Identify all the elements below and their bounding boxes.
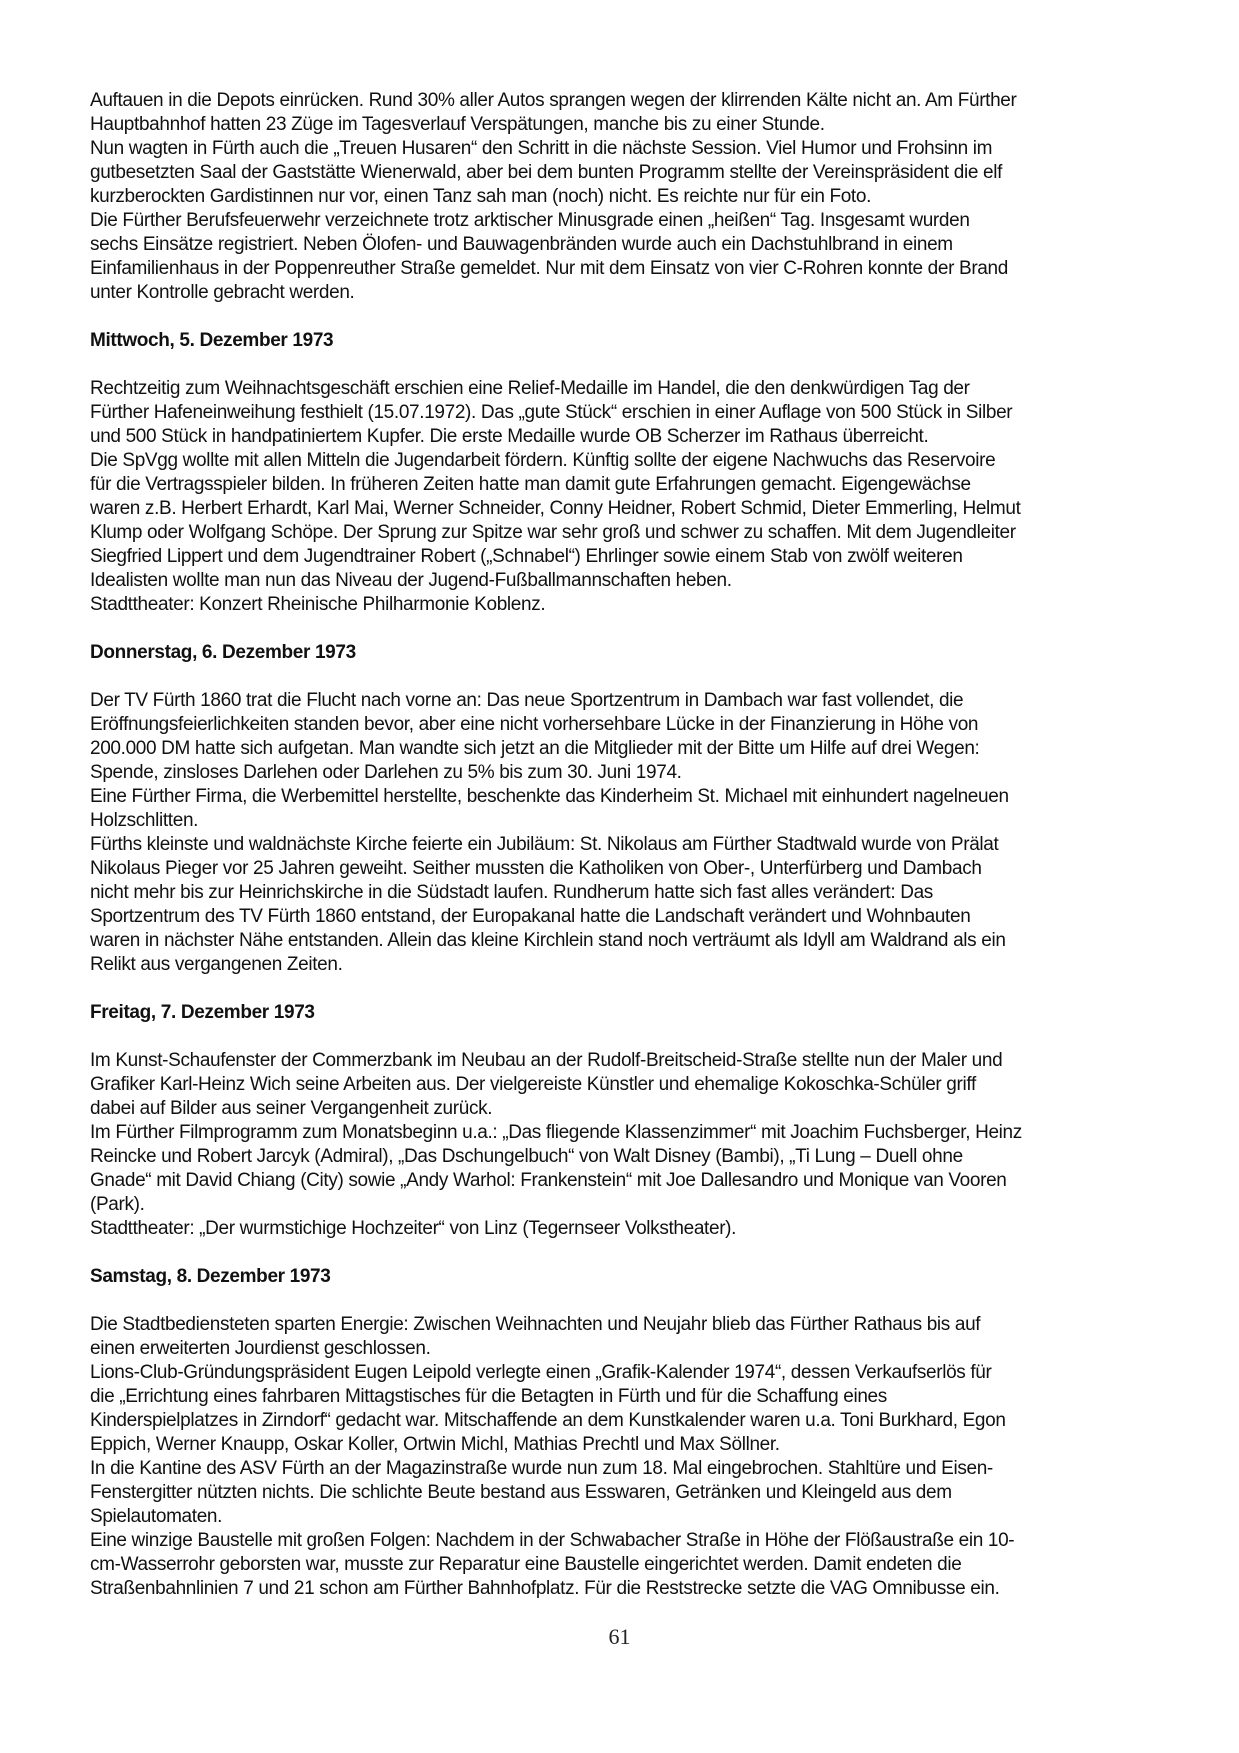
text-line: und 500 Stück in handpatiniertem Kupfer. Die erste Medaille wurde OB Scherzer im Rathaus überreicht.: [90, 426, 929, 447]
text-line: Relikt aus vergangenen Zeiten.: [90, 954, 343, 975]
text-line: Eine winzige Baustelle mit großen Folgen: Nachdem in der Schwabacher Straße in Höhe der Flößaustraße ein 10-: [90, 1530, 1015, 1551]
text-line: nicht mehr bis zur Heinrichskirche in die Südstadt laufen. Rundherum hatte sich fast alles verändert: Das: [90, 882, 933, 903]
section-heading: Freitag, 7. Dezember 1973: [90, 1002, 315, 1023]
text-line: Lions-Club-Gründungspräsident Eugen Leipold verlegte einen „Grafik-Kalender 1974“, dessen Verkaufserlös für: [90, 1362, 992, 1383]
spacer: [90, 353, 1170, 377]
page-number: 61: [608, 1624, 631, 1649]
section-samstag: [90, 1241, 1170, 1601]
text-line: dabei auf Bilder aus seiner Vergangenheit zurück.: [90, 1098, 493, 1119]
text-line: Eröffnungsfeierlichkeiten standen bevor, aber eine nicht vorhersehbare Lücke in der Finanzierung in Höhe von: [90, 714, 979, 735]
spacer: [90, 1025, 1170, 1049]
text-line: Eppich, Werner Knaupp, Oskar Koller, Ortwin Michl, Mathias Prechtl und Max Söllner.: [90, 1434, 780, 1455]
spacer: [90, 617, 1170, 641]
text-line: Kinderspielplatzes in Zirndorf“ gedacht war. Mitschaffende an dem Kunstkalender waren u.a. Toni Burkhard, Egon: [90, 1410, 1006, 1431]
text-line: kurzberockten Gardistinnen nur vor, einen Tanz sah man (noch) nicht. Es reichte nur für ein Foto.: [90, 186, 872, 207]
text-line: Stadttheater: Konzert Rheinische Philharmonie Koblenz.: [90, 594, 546, 615]
text-line: Nun wagten in Fürth auch die „Treuen Husaren“ den Schritt in die nächste Session. Viel Humor und Frohsinn im: [90, 138, 993, 159]
text-line: Sportzentrum des TV Fürth 1860 entstand, der Europakanal hatte die Landschaft verändert und Wohnbauten: [90, 906, 971, 927]
text-line: für die Vertragsspieler bilden. In früheren Zeiten hatte man damit gute Erfahrungen gemacht. Eigengewächse: [90, 474, 971, 495]
text-line: Fürther Hafeneinweihung festhielt (15.07.1972). Das „gute Stück“ erschien in einer Auflage von 500 Stück in Silber: [90, 402, 1013, 423]
text-line: Einfamilienhaus in der Poppenreuther Straße gemeldet. Nur mit dem Einsatz von vier C-Rohren konnte der Brand: [90, 258, 1008, 279]
spacer: [90, 1241, 1170, 1265]
text-line: Nikolaus Pieger vor 25 Jahren geweiht. Seither mussten die Katholiken von Ober-, Unterfürberg und Dambach: [90, 858, 982, 879]
text-line: Eine Fürther Firma, die Werbemittel herstellte, beschenkte das Kinderheim St. Michael mit einhundert nagelneuen: [90, 786, 1009, 807]
section-heading: Samstag, 8. Dezember 1973: [90, 1266, 331, 1287]
document-page: [90, 89, 1170, 1601]
section-mittwoch: [90, 305, 1170, 617]
text-line: Idealisten wollte man nun das Niveau der Jugend-Fußballmannschaften heben.: [90, 570, 732, 591]
text-line: 200.000 DM hatte sich aufgetan. Man wandte sich jetzt an die Mitglieder mit der Bitte um Hilfe auf drei Wegen:: [90, 738, 980, 759]
text-line: Der TV Fürth 1860 trat die Flucht nach vorne an: Das neue Sportzentrum in Dambach war fast vollendet, die: [90, 690, 964, 711]
text-line: Stadttheater: „Der wurmstichige Hochzeiter“ von Linz (Tegernseer Volkstheater).: [90, 1218, 737, 1239]
text-line: Holzschlitten.: [90, 810, 199, 831]
section-donnerstag: [90, 617, 1170, 977]
text-line: unter Kontrolle gebracht werden.: [90, 282, 355, 303]
section-heading: Donnerstag, 6. Dezember 1973: [90, 642, 356, 663]
text-line: Die SpVgg wollte mit allen Mitteln die Jugendarbeit fördern. Künftig sollte der eigene Nachwuchs das Reservoire: [90, 450, 996, 471]
spacer: [90, 1289, 1170, 1313]
text-line: Die Fürther Berufsfeuerwehr verzeichnete trotz arktischer Minusgrade einen „heißen“ Tag. Insgesamt wurden: [90, 210, 970, 231]
intro-text: [90, 89, 1170, 305]
text-line: Siegfried Lippert und dem Jugendtrainer Robert („Schnabel“) Ehrlinger sowie einem Stab von zwölf weiteren: [90, 546, 963, 567]
text-line: Gnade“ mit David Chiang (City) sowie „Andy Warhol: Frankenstein“ mit Joe Dallesandro und Monique van Vooren: [90, 1170, 1007, 1191]
text-line: waren in nächster Nähe entstanden. Allein das kleine Kirchlein stand noch verträumt als Idyll am Waldrand als ein: [90, 930, 1006, 951]
text-line: waren z.B. Herbert Erhardt, Karl Mai, Werner Schneider, Conny Heidner, Robert Schmid, Dieter Emmerling, Helmut: [90, 498, 1021, 519]
spacer: [90, 977, 1170, 1001]
text-line: Fenstergitter nützten nichts. Die schlichte Beute bestand aus Esswaren, Getränken und Kleingeld aus dem: [90, 1482, 952, 1503]
text-line: Rechtzeitig zum Weihnachtsgeschäft erschien eine Relief-Medaille im Handel, die den denkwürdigen Tag der: [90, 378, 970, 399]
section-freitag: [90, 977, 1170, 1241]
text-line: In die Kantine des ASV Fürth an der Magazinstraße wurde nun zum 18. Mal eingebrochen. Stahltüre und Eisen-: [90, 1458, 993, 1479]
text-line: Im Kunst-Schaufenster der Commerzbank im Neubau an der Rudolf-Breitscheid-Straße stellte nun der Maler und: [90, 1050, 1003, 1071]
text-line: einen erweiterten Jourdienst geschlossen.: [90, 1338, 431, 1359]
text-line: Spielautomaten.: [90, 1506, 223, 1527]
text-line: Klump oder Wolfgang Schöpe. Der Sprung zur Spitze war sehr groß und schwer zu schaffen. Mit dem Jugendleiter: [90, 522, 1016, 543]
text-line: Grafiker Karl-Heinz Wich seine Arbeiten aus. Der vielgereiste Künstler und ehemalige Kokoschka-Schüler griff: [90, 1074, 976, 1095]
section-heading: Mittwoch, 5. Dezember 1973: [90, 330, 334, 351]
text-line: Spende, zinsloses Darlehen oder Darlehen zu 5% bis zum 30. Juni 1974.: [90, 762, 682, 783]
text-line: gutbesetzten Saal der Gaststätte Wienerwald, aber bei dem bunten Programm stellte der Vereinspräsident die elf: [90, 162, 1003, 183]
spacer: [90, 305, 1170, 329]
text-line: Auftauen in die Depots einrücken. Rund 30% aller Autos sprangen wegen der klirrenden Kälte nicht an. Am Fürther: [90, 90, 1017, 111]
spacer: [90, 665, 1170, 689]
text-line: die „Errichtung eines fahrbaren Mittagstisches für die Betagten in Fürth und für die Schaffung eines: [90, 1386, 887, 1407]
text-line: Im Fürther Filmprogramm zum Monatsbeginn u.a.: „Das fliegende Klassenzimmer“ mit Joachim Fuchsberger, Heinz: [90, 1122, 1022, 1143]
text-line: sechs Einsätze registriert. Neben Ölofen- und Bauwagenbränden wurde auch ein Dachstuhlbrand in einem: [90, 234, 953, 255]
text-line: cm-Wasserrohr geborsten war, musste zur Reparatur eine Baustelle eingerichtet werden. Damit endeten die: [90, 1554, 962, 1575]
text-line: Straßenbahnlinien 7 und 21 schon am Fürther Bahnhofplatz. Für die Reststrecke setzte die VAG Omnibusse ein.: [90, 1578, 1000, 1599]
text-line: Reincke und Robert Jarcyk (Admiral), „Das Dschungelbuch“ von Walt Disney (Bambi), „Ti Lung – Duell ohne: [90, 1146, 963, 1167]
text-line: Fürths kleinste und waldnächste Kirche feierte ein Jubiläum: St. Nikolaus am Fürther Stadtwald wurde von Prälat: [90, 834, 999, 855]
text-line: Hauptbahnhof hatten 23 Züge im Tagesverlauf Verspätungen, manche bis zu einer Stunde.: [90, 114, 825, 135]
text-line: Die Stadtbediensteten sparten Energie: Zwischen Weihnachten und Neujahr blieb das Fürther Rathaus bis auf: [90, 1314, 981, 1335]
text-line: (Park).: [90, 1194, 145, 1215]
